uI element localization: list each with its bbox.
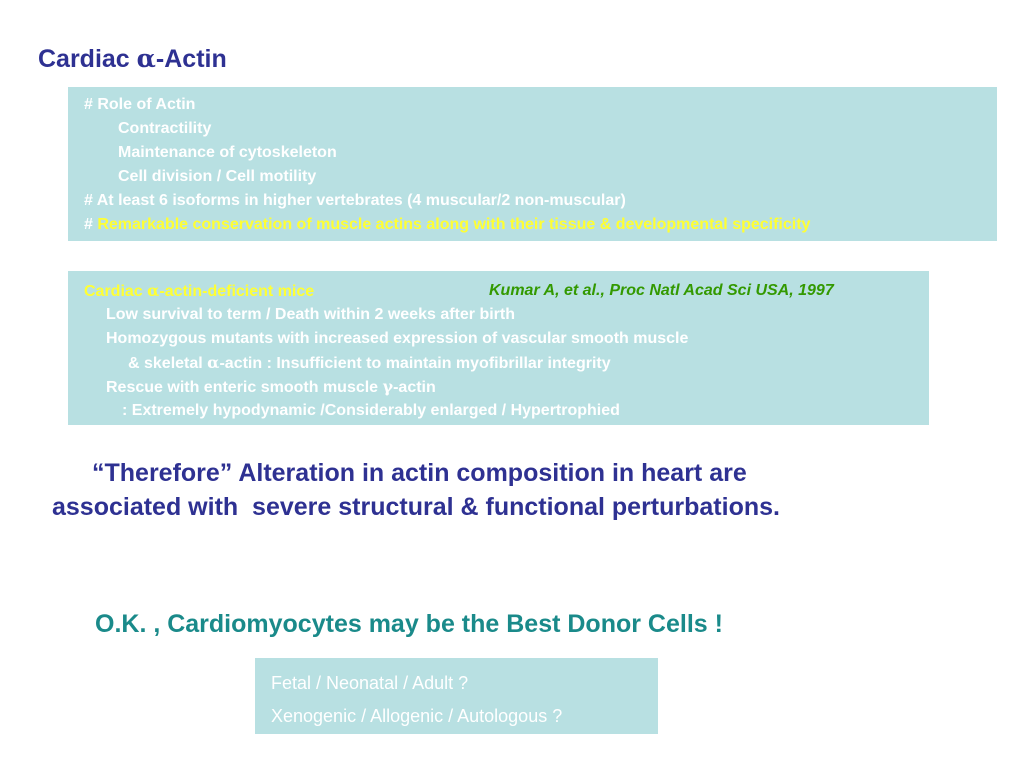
mice-heading-suffix: -actin-deficient mice	[159, 283, 315, 300]
conclusion-line-2: associated with severe structural & functional perturbations.	[52, 493, 780, 521]
donor-age-options: Fetal / Neonatal / Adult ?	[271, 673, 469, 693]
donor-cells-statement: O.K. , Cardiomyocytes may be the Best Donor Cells !	[95, 610, 723, 638]
alpha-symbol: α	[147, 281, 160, 300]
mice-line-homozygous: Homozygous mutants with increased expression of vascular smooth muscle	[106, 330, 689, 347]
title-prefix: Cardiac	[38, 45, 137, 73]
rescue-suffix: -actin	[393, 379, 436, 396]
role-of-actin-box	[68, 87, 997, 241]
mice-heading-row	[84, 279, 929, 303]
mice-line-hypodynamic: : Extremely hypodynamic /Considerably enlarged / Hypertrophied	[122, 402, 620, 419]
title-suffix: -Actin	[155, 45, 227, 73]
role-item-cytoskeleton: Maintenance of cytoskeleton	[118, 144, 337, 161]
reference-citation: Kumar A, et al., Proc Natl Acad Sci USA, 1997	[489, 282, 834, 299]
conservation-line	[84, 213, 997, 237]
mice-line-skeletal	[84, 351, 929, 375]
mice-heading-prefix: Cardiac	[84, 283, 148, 300]
conclusion-line-1: “Therefore” Alteration in actin composition in heart are	[92, 459, 747, 487]
gamma-symbol: γ	[382, 377, 394, 396]
role-item-cell-division: Cell division / Cell motility	[118, 168, 317, 185]
rescue-prefix: Rescue with enteric smooth muscle	[106, 379, 383, 396]
conservation-prefix: #	[84, 216, 98, 233]
mice-line-survival: Low survival to term / Death within 2 weeks after birth	[106, 306, 515, 323]
isoforms-line: # At least 6 isoforms in higher vertebrates (4 muscular/2 non-muscular)	[84, 192, 626, 209]
role-item-contractility: Contractility	[118, 120, 212, 137]
role-heading: # Role of Actin	[84, 96, 196, 113]
deficient-mice-box	[68, 271, 929, 425]
alpha-symbol: α	[136, 44, 156, 73]
conclusion-text	[52, 456, 952, 524]
alpha-symbol: α	[207, 353, 220, 372]
skeletal-prefix: & skeletal	[128, 355, 208, 372]
skeletal-suffix: -actin : Insufficient to maintain myofibrillar integrity	[219, 355, 611, 372]
slide-title	[38, 44, 227, 74]
donor-options-box	[255, 658, 658, 734]
donor-source-options: Xenogenic / Allogenic / Autologous ?	[271, 706, 563, 726]
mice-line-rescue	[84, 375, 929, 399]
conservation-highlight: Remarkable conservation of muscle actins along with their tissue & developmental specificity	[97, 216, 811, 233]
mice-heading	[84, 283, 314, 300]
